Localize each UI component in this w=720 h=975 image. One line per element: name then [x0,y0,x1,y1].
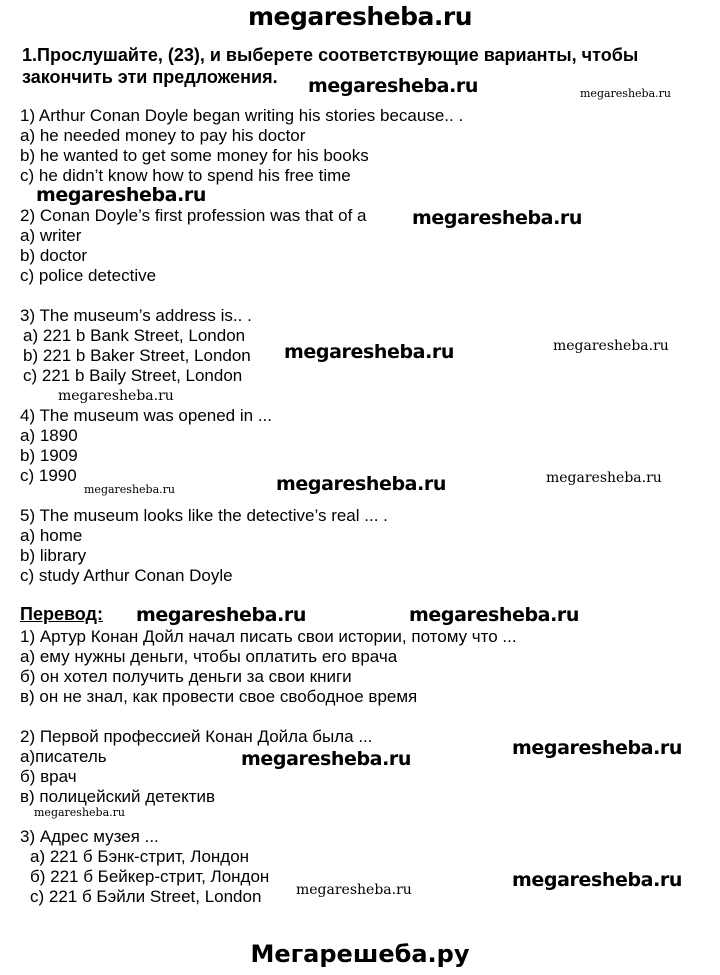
question-5-option-b: b) library [20,546,87,565]
question-3-option-b: b) 221 b Baker Street, London [23,346,251,365]
watermark: megaresheba.ru [546,470,662,486]
translation-question-2-option-b: б) врач [20,767,77,786]
question-3-option-c: c) 221 b Baily Street, London [23,366,243,385]
translation-question-2-option-c: в) полицейский детектив [20,787,216,806]
question-2-option-a: a) writer [20,226,82,245]
watermark: megaresheba.ru [284,341,455,363]
translation-question-3-option-c: с) 221 б Бэйли Street, London [30,887,262,906]
question-4: 4) The museum was opened in ... [20,406,272,425]
watermark: megaresheba.ru [276,473,447,495]
question-4-option-c: c) 1990 [20,466,77,485]
watermark: megaresheba.ru [512,737,683,759]
translation-question-3-option-a: а) 221 б Бэнк-стрит, Лондон [30,847,250,866]
translation-question-3-option-b: б) 221 б Бейкер-стрит, Лондон [30,867,270,886]
watermark: megaresheba.ru [296,882,412,898]
question-1-option-b: b) he wanted to get some money for his books [20,146,369,165]
question-1-option-c: c) he didn’t know how to spend his free time [20,166,351,185]
translation-question-3: 3) Адрес музея ... [20,827,159,846]
watermark: megaresheba.ru [553,338,669,354]
translation-label: Перевод: [20,604,103,624]
question-4-option-a: a) 1890 [20,426,78,445]
translation-question-1: 1) Артур Конан Дойл начал писать свои истории, потому что ... [20,627,517,646]
watermark: megaresheba.ru [512,869,683,891]
site-header: megaresheba.ru [247,2,473,31]
translation-question-1-option-b: б) он хотел получить деньги за свои книги [20,667,352,686]
question-1: 1) Arthur Conan Doyle began writing his stories because.. . [20,106,464,125]
exercise-heading-line1: 1.Прослушайте, (23), и выберете соответствующие варианты, чтобы [22,45,639,65]
translation-question-1-option-a: а) ему нужны деньги, чтобы оплатить его врача [20,647,398,666]
watermark: megaresheba.ru [34,806,125,819]
exercise-heading-line2: закончить эти предложения. [22,67,278,87]
question-2-option-b: b) doctor [20,246,88,265]
question-3: 3) The museum’s address is.. . [20,306,252,325]
watermark: megaresheba.ru [136,604,307,626]
watermark: megaresheba.ru [241,748,412,770]
watermark: megaresheba.ru [308,75,479,97]
translation-question-2-option-a: а)писатель [20,747,107,766]
question-5-option-c: c) study Arthur Conan Doyle [20,566,233,585]
watermark: megaresheba.ru [58,388,174,404]
watermark: megaresheba.ru [409,604,580,626]
watermark: megaresheba.ru [84,483,175,496]
watermark: megaresheba.ru [580,87,671,100]
watermark: megaresheba.ru [412,207,583,229]
site-footer: Мегарешеба.ру [250,940,470,968]
translation-question-2: 2) Первой профессией Конан Дойла была ... [20,727,373,746]
question-5: 5) The museum looks like the detective’s real ... . [20,506,388,525]
question-2: 2) Conan Doyle’s first profession was that of a [20,206,367,225]
watermark: megaresheba.ru [36,184,207,206]
question-5-option-a: a) home [20,526,83,545]
question-3-option-a: a) 221 b Bank Street, London [23,326,246,345]
translation-question-1-option-c: в) он не знал, как провести свое свободное время [20,687,418,706]
question-1-option-a: a) he needed money to pay his doctor [20,126,306,145]
question-4-option-b: b) 1909 [20,446,78,465]
question-2-option-c: c) police detective [20,266,157,285]
